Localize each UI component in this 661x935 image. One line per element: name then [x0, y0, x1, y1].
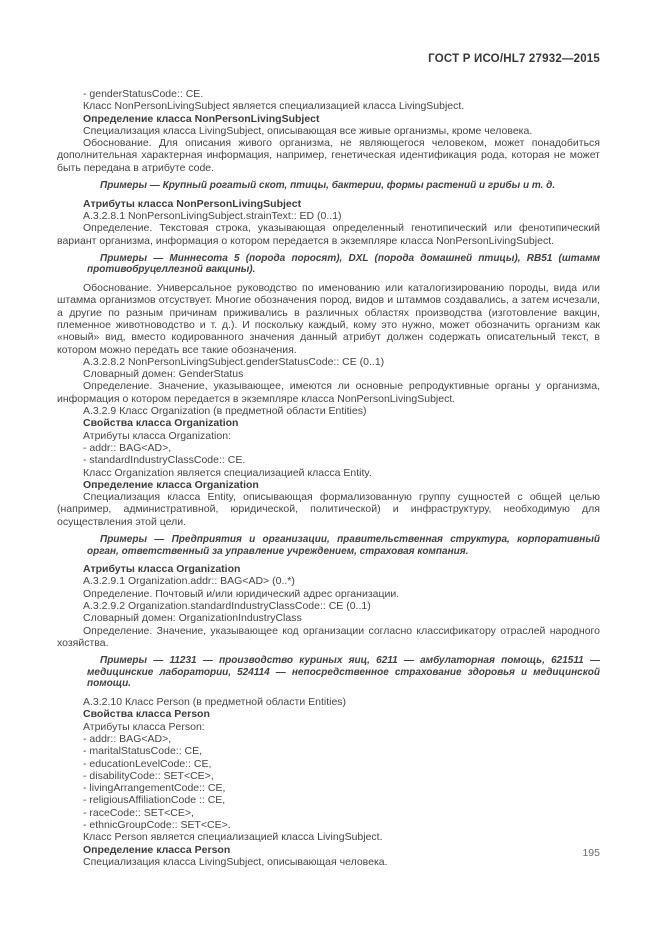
text-line: - genderStatusCode:: CE.	[83, 88, 204, 100]
heading-line: Атрибуты класса NonPersonLivingSubject	[83, 197, 302, 210]
text-line: - addr:: BAG<AD>,	[83, 441, 172, 454]
text-line: Класс Person является специализацией класса LivingSubject.	[83, 831, 383, 844]
text-line: Класс NonPersonLivingSubject является специализацией класса LivingSubject.	[83, 100, 465, 113]
paragraph: Определение. Текстовая строка, указывающая определенный генотипический или фенотипический вариант организма, информация о котором передается в экземпляре класса NonPersonLivingSubject.	[57, 222, 600, 247]
text-line: Атрибуты класса Organization:	[83, 429, 231, 442]
text-line: - standardIndustryClassCode:: CE.	[83, 454, 246, 467]
text-line: - religiousAffiliationCode :: CE,	[83, 794, 226, 807]
text-line: - disabilityCode:: SET<CE>,	[83, 769, 214, 782]
text-line: - livingArrangementCode:: CE,	[83, 782, 226, 795]
heading-line: Атрибуты класса Organization	[83, 563, 241, 576]
text-line: Словарный домен: GenderStatus	[83, 368, 244, 381]
paragraph: Специализация класса Entity, описывающая формализованную группу сущностей с общей целью (например, административной, юридической, политической) и инфраструктуру, необходимую для осуществления этой цели.	[57, 491, 600, 528]
example-block: Примеры — Крупный рогатый скот, птицы, бактерии, формы растений и грибы и т. д.	[100, 180, 556, 192]
paragraph: Обоснование. Для описания живого организма, не являющегося человеком, может понадобиться дополнительная характерная информация, например, генетическая идентификация рода, которая не может быть передана в атрибуте code.	[57, 137, 600, 174]
document-body	[57, 88, 600, 868]
text-line: A.3.2.10 Класс Person (в предметной области Entities)	[83, 696, 347, 709]
text-line: - raceCode:: SET<CE>,	[83, 806, 194, 819]
heading-line: Свойства класса Person	[83, 708, 210, 721]
text-line: A.3.2.8.1 NonPersonLivingSubject.strainText:: ED (0..1)	[83, 209, 342, 222]
text-line: - educationLevelCode:: CE,	[83, 757, 212, 770]
heading-line: Свойства класса Organization	[83, 417, 239, 430]
standard-number: ГОСТ Р ИСО/HL7 27932—2015	[428, 53, 600, 65]
page-footer	[57, 847, 600, 859]
heading-line: Определение класса Organization	[83, 478, 259, 491]
text-line: Атрибуты класса Person:	[83, 720, 205, 733]
example-block: Примеры — 11231 — производство куриных яиц, 6211 — амбулаторная помощь, 621511 — медицинские лаборатории, 524114 — непосредственное страхование здоровья и медицинской помощи.	[87, 655, 600, 690]
text-line: - ethnicGroupCode:: SET<CE>.	[83, 819, 231, 831]
heading-line: Определение класса Person	[83, 843, 231, 856]
text-line: Словарный домен: OrganizationIndustryClass	[83, 612, 302, 625]
text-line: Специализация класса LivingSubject, описывающая все живые организмы, кроме человека.	[83, 124, 533, 137]
paragraph: Определение. Значение, указывающее, имеются ли основные репродуктивные органы у организма, информация о котором передается в экземпляре класса NonPersonLivingSubject.	[57, 380, 600, 405]
example-block: Примеры — Миннесота 5 (порода поросят), DXL (порода домашней птицы), RB51 (штамм противобруцеллезной вакцины).	[87, 252, 600, 276]
text-line: A.3.2.9.2 Organization.standardIndustryClassCode:: CE (0..1)	[83, 600, 371, 613]
text-line: A.3.2.9.1 Organization.addr:: BAG<AD> (0..*)	[83, 575, 295, 588]
page-number: 195	[582, 847, 600, 859]
text-line: Класс Organization является специализацией класса Entity.	[83, 466, 372, 479]
page-header	[57, 53, 600, 65]
paragraph: Обоснование. Универсальное руководство по именованию или каталогизированию породы, вида или штамма организмов отсуствует. Многие обозначения пород, видов и штаммов создавались, а затем исчезали, а другие по разным причинам приживались в различных областях производства (изготовление вакцин, племенное животноводство и т. д.). И поскольку каждый, кому это нужно, может обозначить организм как «новый» вид, вместо кодированного значения данный атрибут должен содержать описательный текст, в котором можно передать все такие обозначения.	[57, 282, 600, 356]
text-line: A.3.2.9 Класс Organization (в предметной области Entities)	[83, 405, 367, 418]
text-line: Специализация класса LivingSubject, описывающая человека.	[83, 855, 388, 868]
paragraph: Определение. Значение, указывающее код организации согласно классификатору отраслей народного хозяйства.	[57, 624, 600, 649]
text-line: - maritalStatusCode:: CE,	[83, 745, 203, 758]
heading-line: Определение класса NonPersonLivingSubject	[83, 112, 320, 125]
text-line: Определение. Почтовый и/или юридический адрес организации.	[83, 587, 400, 600]
text-line: A.3.2.8.2 NonPersonLivingSubject.genderStatusCode:: CE (0..1)	[83, 355, 385, 368]
text-line: - addr:: BAG<AD>,	[83, 732, 172, 745]
example-block: Примеры — Предприятия и организации, правительственная структура, корпоративный орган, ответственный за управление учреждением, страховая компания.	[87, 533, 600, 557]
